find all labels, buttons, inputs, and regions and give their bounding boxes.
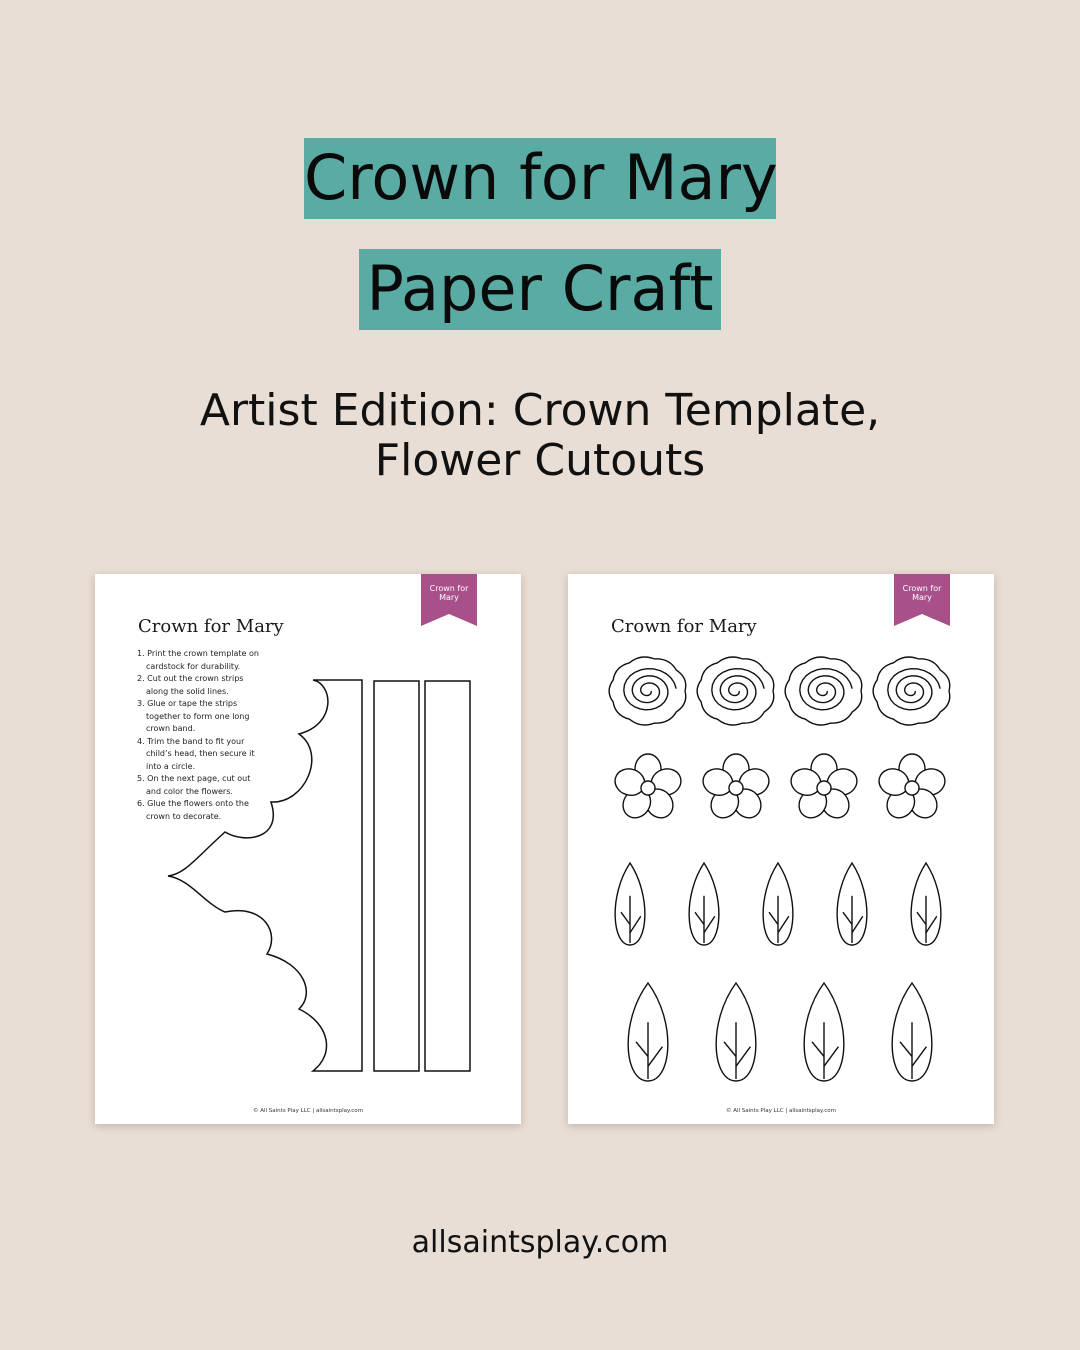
page-title: Crown for Mary — [611, 616, 757, 637]
page-footer: © All Saints Play LLC | allsaintsplay.com — [725, 1108, 837, 1114]
crown-template-page — [95, 574, 521, 1124]
large-leaf-icon — [628, 983, 668, 1081]
page-title: Crown for Mary — [138, 616, 284, 637]
rose-icon — [873, 657, 950, 725]
crown-strip — [425, 681, 470, 1071]
crown-outline-art — [95, 574, 521, 1124]
instruction-item: 2. Cut out the crown strips along the solid lines. — [137, 674, 244, 696]
subtitle — [0, 386, 1080, 486]
instruction-item: 6. Glue the flowers onto the crown to decorate. — [137, 799, 249, 821]
site-url: allsaintsplay.com — [411, 1225, 669, 1260]
ribbon-line-1: Crown for — [902, 584, 942, 593]
instruction-item: 1. Print the crown template on cardstock for durability. — [137, 649, 259, 671]
flower-icon — [612, 754, 685, 823]
ribbon-line-2: Mary — [912, 593, 932, 602]
instruction-item: 5. On the next page, cut out and color the flowers. — [137, 774, 251, 796]
crown-strip — [374, 681, 419, 1071]
rose-icon — [785, 657, 862, 725]
small-leaf-icon — [837, 863, 867, 945]
flower-cutouts-page — [568, 574, 994, 1124]
subtitle-line-1: Artist Edition: Crown Template, — [199, 385, 881, 436]
flower-icon — [876, 754, 949, 823]
rose-icon — [609, 657, 686, 725]
ribbon-line-2: Mary — [439, 593, 459, 602]
cutouts-art — [568, 574, 994, 1124]
flower-icon — [700, 754, 773, 823]
title-line-1: Crown for Mary — [304, 138, 776, 219]
small-leaf-icon — [763, 863, 793, 945]
small-leaf-icon — [911, 863, 941, 945]
small-leaf-icon — [615, 863, 645, 945]
small-leaf-icon — [689, 863, 719, 945]
large-leaf-icon — [892, 983, 932, 1081]
subtitle-line-2: Flower Cutouts — [374, 435, 706, 486]
page-footer: © All Saints Play LLC | allsaintsplay.com — [252, 1108, 364, 1114]
instruction-item: 3. Glue or tape the strips together to form one long crown band. — [137, 699, 250, 733]
ribbon-line-1: Crown for — [429, 584, 469, 593]
title-line-2: Paper Craft — [359, 249, 721, 330]
instruction-item: 4. Trim the band to fit your child’s head, then secure it into a circle. — [137, 736, 255, 771]
flower-icon — [788, 754, 861, 823]
large-leaf-icon — [804, 983, 844, 1081]
large-leaf-icon — [716, 983, 756, 1081]
crown-scallop-strip — [168, 680, 362, 1071]
rose-icon — [697, 657, 774, 725]
